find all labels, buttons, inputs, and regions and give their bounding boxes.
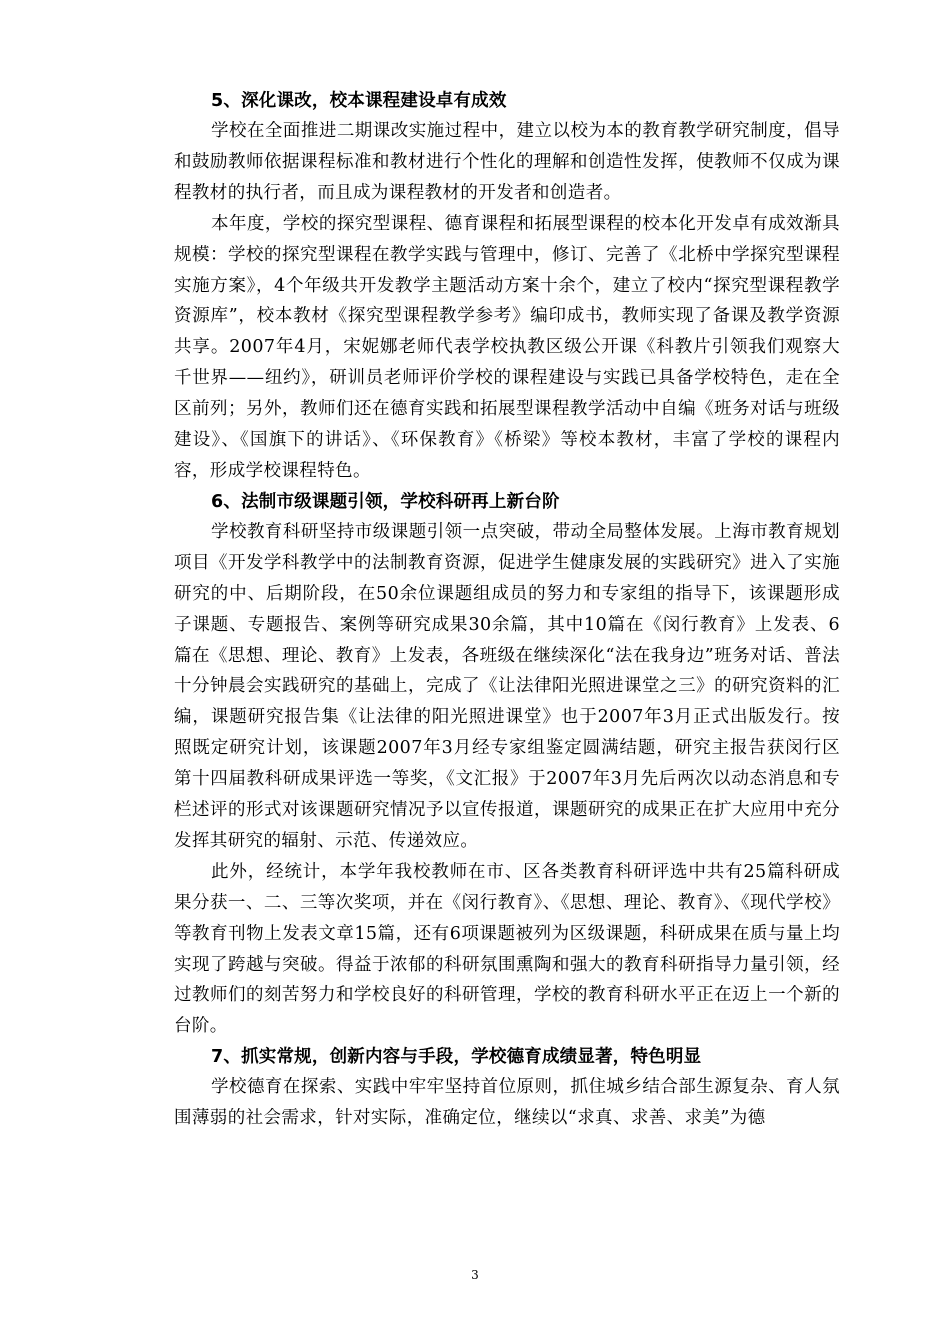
section-7-paragraph-1: 学校德育在探索、实践中牢牢坚持首位原则，抓住城乡结合部生源复杂、育人氛围薄弱的社会需求，针对实际，准确定位，继续以“求真、求善、求美”为德 bbox=[174, 1077, 840, 1129]
section-heading-6: 6、法制市级课题引领，学校科研再上新台阶 bbox=[211, 491, 560, 512]
section-6-paragraph-1: 学校教育科研坚持市级课题引领一点突破，带动全局整体发展。上海市教育规划项目《开发学科教学中的法制教育资源，促进学生健康发展的实践研究》进入了实施研究的中、后期阶段，在50余位课题组成员的努力和专家组的指导下，该课题形成子课题、专题报告、案例等研究成果30余篇，其中10篇在《闵行教育》上发表、6篇在《思想、理论、教育》上发表，各班级在继续深化“法在我身边”班务对话、普法十分钟晨会实践研究的基础上，完成了《让法律阳光照进课堂之三》的研究资料的汇编，课题研究报告集《让法律的阳光照进课堂》也于2007年3月正式出版发行。按照既定研究计划，该课题2007年3月经专家组鉴定圆满结题，研究主报告获闵行区第十四届教科研成果评选一等奖，《文汇报》于2007年3月先后两次以动态消息和专栏述评的形式对该课题研究情况予以宣传报道，课题研究的成果正在扩大应用中充分发挥其研究的辐射、示范、传递效应。 bbox=[174, 521, 840, 851]
page-content bbox=[174, 86, 840, 1134]
section-5-paragraph-1: 学校在全面推进二期课改实施过程中，建立以校为本的教育教学研究制度，倡导和鼓励教师依据课程标准和教材进行个性化的理解和创造性发挥，使教师不仅成为课程教材的执行者，而且成为课程教材的开发者和创造者。 bbox=[174, 121, 840, 203]
section-6-paragraph-2: 此外，经统计，本学年我校教师在市、区各类教育科研评选中共有25篇科研成果分获一、二、三等次奖项，并在《闵行教育》、《思想、理论、教育》、《现代学校》等教育刊物上发表文章15篇，还有6项课题被列为区级课题，科研成果在质与量上均实现了跨越与突破。得益于浓郁的科研氛围熏陶和强大的教育科研指导力量引领，经过教师们的刻苦努力和学校良好的科研管理，学校的教育科研水平正在迈上一个新的台阶。 bbox=[174, 861, 840, 1037]
section-heading-7: 7、抓实常规，创新内容与手段，学校德育成绩显著，特色明显 bbox=[211, 1047, 702, 1068]
section-5-paragraph-2: 本年度，学校的探究型课程、德育课程和拓展型课程的校本化开发卓有成效渐具规模：学校的探究型课程在教学实践与管理中，修订、完善了《北桥中学探究型课程实施方案》，4个年级共开发教学主题活动方案十余个，建立了校内“探究型课程教学资源库”，校本教材《探究型课程教学参考》编印成书，教师实现了备课及教学资源共享。2007年4月，宋妮娜老师代表学校执教区级公开课《科教片引领我们观察大千世界——纽约》，研训员老师评价学校的课程建设与实践已具备学校特色，走在全区前列；另外，教师们还在德育实践和拓展型课程教学活动中自编《班务对话与班级建设》、《国旗下的讲话》、《环保教育》《桥梁》等校本教材，丰富了学校的课程内容，形成学校课程特色。 bbox=[174, 213, 840, 481]
page-number: 3 bbox=[471, 1268, 479, 1282]
section-heading-5: 5、深化课改，校本课程建设卓有成效 bbox=[211, 91, 507, 111]
